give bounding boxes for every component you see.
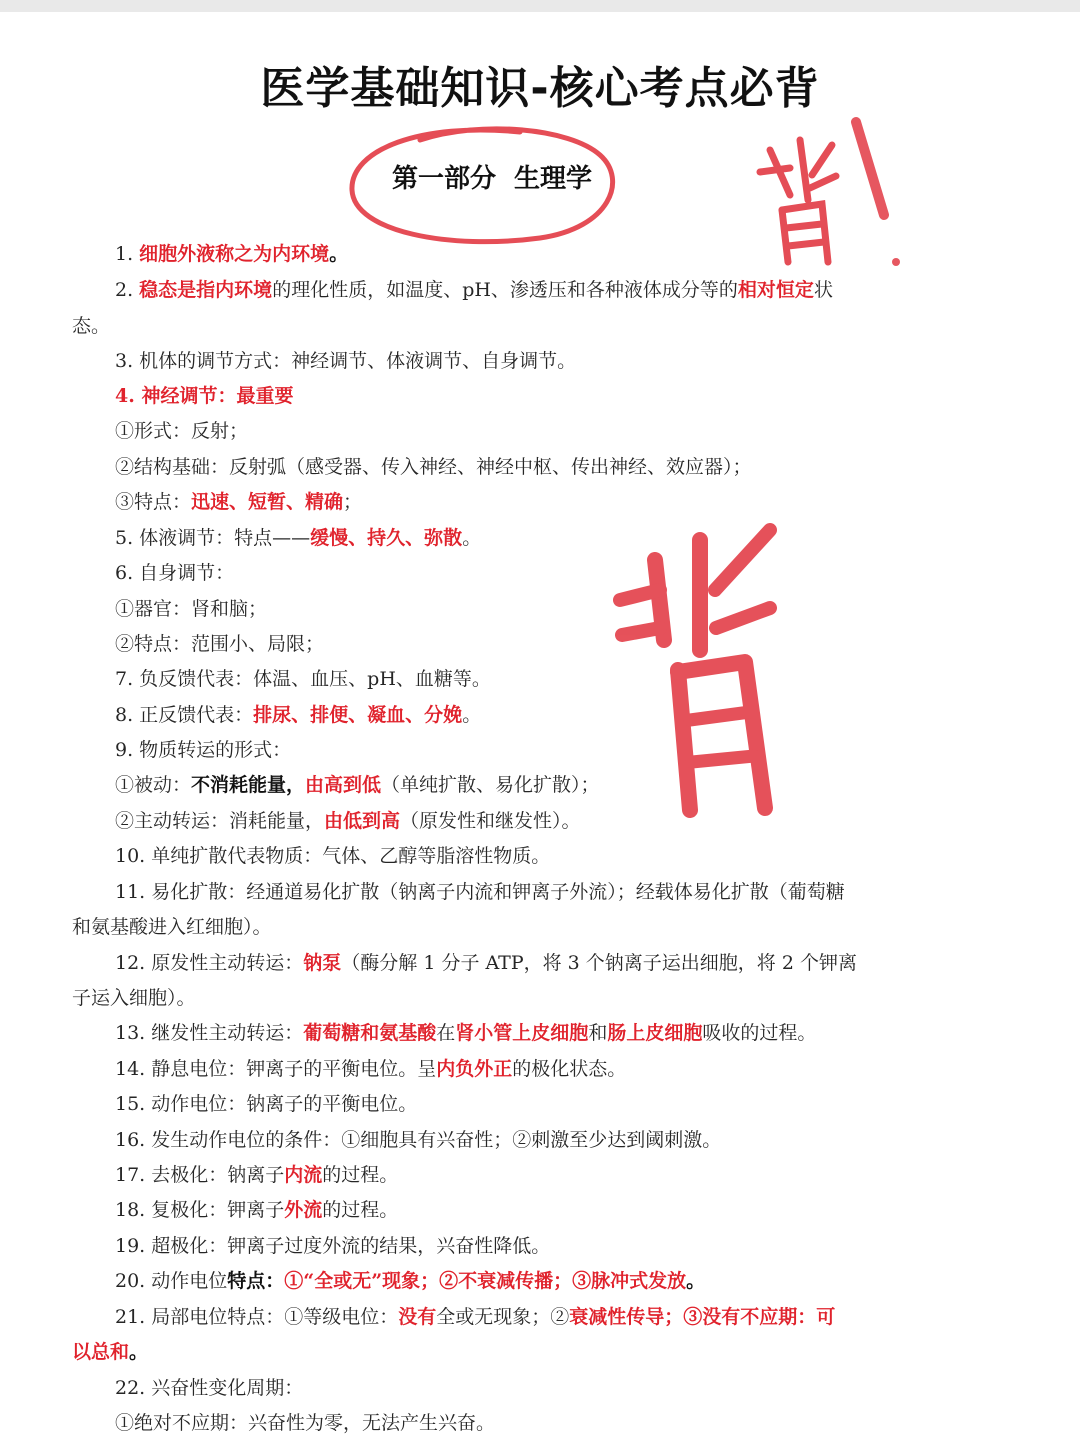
text-segment: 在 [436, 1022, 456, 1044]
text-line [115, 414, 248, 449]
text-segment: 9. 物质转运的形式： [115, 739, 292, 761]
text-line [115, 521, 481, 556]
text-line [115, 1123, 721, 1158]
highlighted-text: 肠上皮细胞 [607, 1022, 703, 1044]
text-segment: 子运入细胞）。 [72, 987, 196, 1009]
text-line [115, 379, 293, 414]
text-line [115, 839, 550, 874]
highlighted-text: 内流 [284, 1164, 323, 1186]
text-segment: 17. 去极化：钠离子 [115, 1164, 285, 1186]
highlighted-text: 以总和 [72, 1341, 130, 1363]
large-bei-annotation [620, 530, 770, 810]
highlighted-text: 4. 神经调节：最重要 [115, 385, 294, 407]
text-segment: 和氨基酸进入红细胞）。 [72, 916, 272, 938]
highlighted-text: 钠泵 [303, 952, 342, 974]
text-line [115, 733, 291, 768]
text-line [115, 344, 576, 379]
text-segment: 14. 静息电位：钾离子的平衡电位。呈 [115, 1058, 437, 1080]
text-segment: 22. 兴奋性变化周期： [115, 1377, 304, 1399]
text-line [115, 1300, 835, 1335]
highlighted-text: ①“全或无”现象；②不衰减传播；③脉冲式发放 [284, 1270, 687, 1292]
text-line [115, 662, 491, 697]
text-segment: ①器官：肾和脑； [115, 598, 268, 620]
text-segment: 。 [462, 527, 482, 549]
text-segment: 和 [588, 1022, 608, 1044]
text-segment: 1. [115, 243, 140, 265]
text-segment: 8. 正反馈代表： [115, 704, 254, 726]
text-segment: 。 [686, 1270, 706, 1292]
text-segment: 的过程。 [322, 1164, 399, 1186]
text-segment: ①被动： [115, 774, 192, 796]
text-line [115, 698, 481, 733]
highlighted-text: 葡萄糖和氨基酸 [303, 1022, 437, 1044]
text-segment: 的过程。 [322, 1199, 399, 1221]
highlighted-text: 缓慢、持久、弥散 [310, 527, 463, 549]
text-line [72, 309, 110, 344]
text-segment: 特点： [227, 1270, 285, 1292]
text-segment: 吸收的过程。 [702, 1022, 817, 1044]
small-bei-annotation [760, 140, 836, 262]
text-line [115, 237, 348, 272]
text-segment: ①绝对不应期：兴奋性为零，无法产生兴奋。 [115, 1412, 496, 1434]
highlighted-text: 内负外正 [436, 1058, 513, 1080]
text-line [115, 804, 581, 839]
text-segment: ②主动转运：消耗能量， [115, 810, 325, 832]
highlighted-text: 排尿、排便、凝血、分娩 [253, 704, 463, 726]
text-segment: 6. 自身调节： [115, 562, 235, 584]
text-segment: 。 [462, 704, 482, 726]
text-line [115, 1264, 705, 1299]
text-segment: 16. 发生动作电位的条件：①细胞具有兴奋性；②刺激至少达到阈刺激。 [115, 1129, 722, 1151]
highlighted-text: 外流 [284, 1199, 323, 1221]
text-line [115, 273, 833, 308]
text-segment: 10. 单纯扩散代表物质：气体、乙醇等脂溶性物质。 [115, 845, 551, 867]
text-line [72, 981, 196, 1016]
text-segment: 20. 动作电位 [115, 1270, 228, 1292]
highlighted-text: 稳态是指内环境 [139, 279, 273, 301]
text-segment: 状 [813, 279, 833, 301]
text-segment: 21. 局部电位特点：①等级电位： [115, 1306, 399, 1328]
text-line [115, 1087, 417, 1122]
text-segment: ②特点：范围小、局限； [115, 633, 325, 655]
text-segment: 18. 复极化：钾离子 [115, 1199, 285, 1221]
text-line [115, 1406, 495, 1441]
text-segment: 13. 继发性主动转运： [115, 1022, 304, 1044]
highlighted-text: 衰减性传导；③没有不应期：可 [569, 1306, 836, 1328]
text-line [115, 1016, 816, 1051]
text-line [115, 1229, 550, 1264]
highlighted-text: 没有 [398, 1306, 437, 1328]
text-segment: 5. 体液调节：特点—— [115, 527, 311, 549]
section-title [392, 158, 592, 195]
text-line [115, 485, 362, 520]
text-segment: ； [343, 491, 363, 513]
text-segment: 全或无现象；② [436, 1306, 570, 1328]
text-segment: ③特点： [115, 491, 192, 513]
page-title: 医学基础知识-核心考点必背 [260, 63, 820, 114]
highlighted-text: 由低到高 [324, 810, 401, 832]
text-line [72, 910, 272, 945]
text-segment: （原发性和继发性）。 [400, 810, 581, 832]
text-segment: ①形式：反射； [115, 420, 249, 442]
text-segment: 态。 [72, 315, 111, 337]
text-line [115, 768, 600, 803]
highlighted-text: 由高到低 [305, 774, 382, 796]
text-segment: ②结构基础：反射弧（感受器、传入神经、神经中枢、传出神经、效应器）； [115, 456, 752, 478]
text-line [115, 556, 234, 591]
highlighted-text: 肾小管上皮细胞 [455, 1022, 589, 1044]
text-segment: 3. 机体的调节方式：神经调节、体液调节、自身调节。 [115, 350, 577, 372]
text-segment: 12. 原发性主动转运： [115, 952, 304, 974]
text-line [115, 1371, 303, 1406]
text-line [115, 875, 845, 910]
section-part-label: 第一部分 [392, 164, 497, 194]
text-segment: 2. [115, 279, 140, 301]
highlighted-text: 相对恒定 [737, 279, 814, 301]
text-line [115, 1158, 398, 1193]
text-line [115, 627, 324, 662]
text-segment: 的极化状态。 [512, 1058, 627, 1080]
exclamation-annotation [856, 122, 900, 266]
text-segment: 11. 易化扩散：经通道易化扩散（钠离子内流和钾离子外流）；经载体易化扩散（葡萄糖 [115, 881, 845, 903]
text-segment: 7. 负反馈代表：体温、血压、pH、血糖等。 [115, 668, 491, 690]
text-segment: （酶分解 1 分子 ATP，将 3 个钠离子运出细胞，将 2 个钾离 [341, 952, 857, 974]
top-scroll-strip [0, 0, 1080, 12]
text-line [115, 592, 267, 627]
text-line [72, 1335, 148, 1370]
text-segment: 。 [329, 243, 349, 265]
highlighted-text: 细胞外液称之为内环境 [139, 243, 330, 265]
section-subject-label: 生理学 [514, 164, 593, 194]
text-segment: 。 [129, 1341, 149, 1363]
text-line [115, 1193, 398, 1228]
text-line [115, 946, 857, 981]
text-segment: 的理化性质，如温度、pH、渗透压和各种液体成分等的 [272, 279, 738, 301]
text-segment: 19. 超极化：钾离子过度外流的结果，兴奋性降低。 [115, 1235, 551, 1257]
text-line [115, 1052, 626, 1087]
text-segment: （单纯扩散、易化扩散）； [381, 774, 600, 796]
text-segment: 不消耗能量， [191, 774, 306, 796]
highlighted-text: 迅速、短暂、精确 [191, 491, 344, 513]
text-line [115, 450, 752, 485]
text-segment: 15. 动作电位：钠离子的平衡电位。 [115, 1093, 418, 1115]
